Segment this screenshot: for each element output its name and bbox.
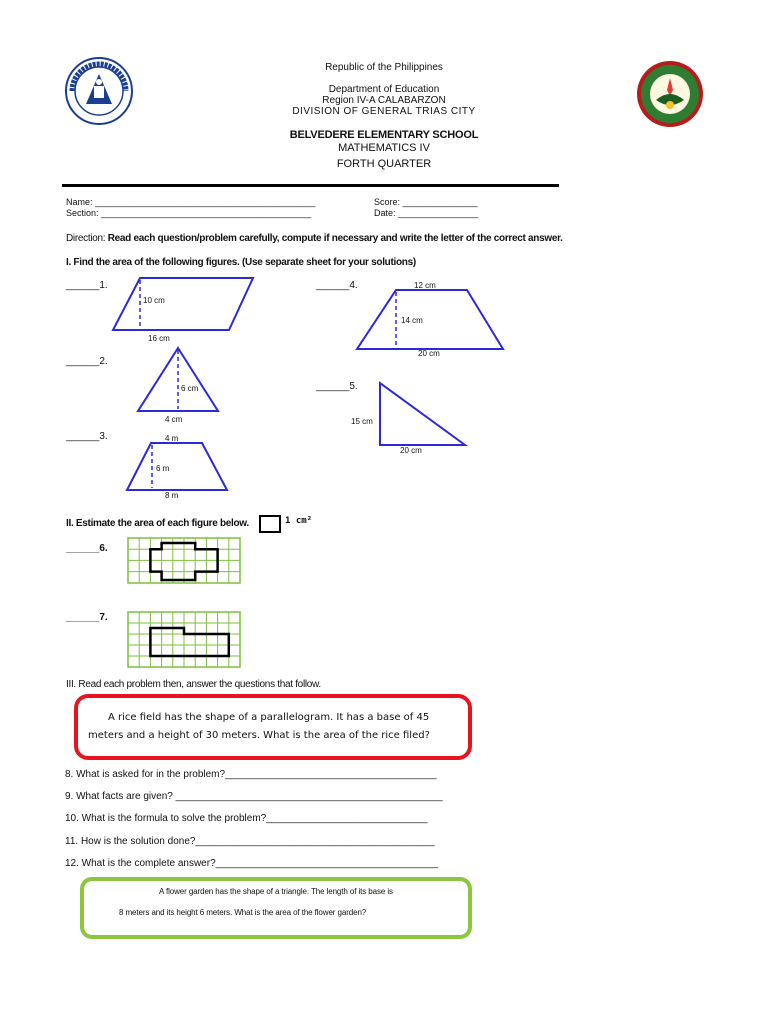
unit-label: 1 cm² (285, 516, 313, 526)
problem2-line2: 8 meters and its height 6 meters. What is the area of the flower garden? (119, 908, 367, 917)
problem2-line1: A flower garden has the shape of a triangle. The length of its base is (159, 887, 393, 896)
part3-title: III. Read each problem then, answer the questions that follow. (66, 679, 321, 690)
item5-blank[interactable]: ______5. (316, 381, 358, 392)
fig1-base-label: 16 cm (148, 334, 170, 343)
fig4-base-label: 20 cm (418, 349, 440, 358)
section-field[interactable]: Section: __________________________________________ (66, 208, 312, 218)
grid-figure-7 (127, 611, 243, 669)
name-field[interactable]: Name: ____________________________________________ (66, 197, 316, 207)
item4-blank[interactable]: ______4. (316, 280, 358, 291)
fig5-base-label: 20 cm (400, 446, 422, 455)
right-triangle-figure (380, 383, 465, 445)
question-9[interactable]: 9. What facts are given? ________________________________________________ (65, 791, 443, 802)
question-8[interactable]: 8. What is asked for in the problem?______________________________________ (65, 769, 437, 780)
problem2-box (80, 877, 472, 939)
question-10[interactable]: 10. What is the formula to solve the problem?_____________________________ (65, 813, 428, 824)
direction-label: Direction: (66, 233, 108, 244)
unit-square-icon (259, 515, 281, 533)
grid-figure-6 (127, 537, 243, 585)
header-region: Region IV-A CALABARZON (322, 95, 446, 106)
trapezoid-large-figure (357, 290, 503, 349)
item3-blank[interactable]: ______3. (66, 431, 108, 442)
item6-blank[interactable]: ______6. (66, 543, 108, 554)
header-department: Department of Education (328, 84, 440, 95)
parallelogram-figure (113, 278, 253, 330)
item2-blank[interactable]: ______2. (66, 356, 108, 367)
question-12[interactable]: 12. What is the complete answer?________________________________________ (65, 858, 439, 869)
fig1-height-label: 10 cm (143, 296, 165, 305)
trapezoid-small-figure (127, 443, 227, 490)
question-11[interactable]: 11. How is the solution done?___________________________________________ (65, 836, 435, 847)
fig4-top-label: 12 cm (414, 281, 436, 290)
subject-title: MATHEMATICS IV (338, 142, 430, 154)
item1-blank[interactable]: ______1. (66, 280, 108, 291)
fig3-height-label: 6 m (156, 464, 170, 473)
header-republic: Republic of the Philippines (325, 62, 443, 73)
problem1-box (74, 694, 472, 760)
fig3-base-label: 8 m (165, 491, 179, 500)
part2-title: II. Estimate the area of each figure below. (66, 518, 249, 529)
fig4-height-label: 14 cm (401, 316, 423, 325)
header-division: DIVISION OF GENERAL TRIAS CITY (292, 106, 476, 117)
fig3-top-label: 4 m (165, 434, 179, 443)
fig2-height-label: 6 cm (181, 384, 199, 393)
item7-blank[interactable]: ______7. (66, 612, 108, 623)
fig5-height-label: 15 cm (351, 417, 373, 426)
date-field[interactable]: Date: ________________ (374, 208, 479, 218)
fig2-base-label: 4 cm (165, 415, 183, 424)
quarter-title: FORTH QUARTER (336, 158, 432, 170)
direction-text: Read each question/problem carefully, compute if necessary and write the letter of the correct answer. (107, 233, 563, 244)
school-name: BELVEDERE ELEMENTARY SCHOOL (289, 129, 479, 141)
problem1-text: A rice field has the shape of a parallelogram. It has a base of 45 meters and a height of 30 meters. What is the area of the rice filed? (88, 712, 430, 741)
score-field[interactable]: Score: _______________ (374, 197, 478, 207)
part1-title: I. Find the area of the following figures. (Use separate sheet for your solutions) (66, 257, 416, 268)
